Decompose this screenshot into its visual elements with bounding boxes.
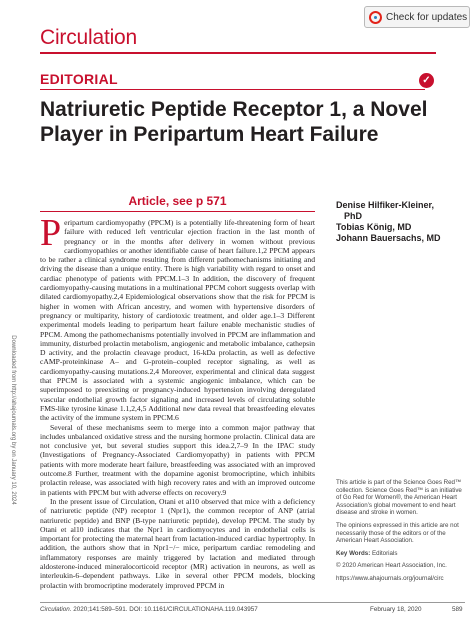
header-divider	[40, 52, 436, 54]
check-for-updates-button[interactable]	[364, 6, 470, 28]
check-for-updates-label: Check for updates	[386, 11, 468, 23]
footer-citation	[40, 606, 258, 613]
keywords	[336, 550, 466, 558]
section-label: EDITORIAL	[40, 71, 118, 87]
journal-name: Circulation	[40, 26, 138, 49]
keywords-label: Key Words:	[336, 549, 371, 557]
author-list	[336, 200, 466, 244]
drop-cap: P	[40, 212, 62, 254]
disclaimer-note: The opinions expressed in this article are not necessarily those of the editors or of the American Heart Association.	[336, 521, 459, 545]
author-name[interactable]: Denise Hilfiker-Kleiner,	[336, 200, 435, 210]
open-access-icon: ✓	[419, 73, 434, 88]
article-title: Natriuretic Peptide Receptor 1, a Novel Player in Peripartum Heart Failure	[40, 98, 428, 146]
body-paragraph-text: eripartum cardiomyopathy (PPCM) is a potentially life-threatening form of heart failure with reduced left ventricular ejection fraction in the last month of pregnancy or in the months after delivery in women without previous cardiomyopathies or another identifiable cause of heart failure.1,2 PPCM appears to be rather a clinical syndrome resulting from different pathomechanisms initiating and driving the disease than a unique entity. There is high variability with regard to onset and cardiac phenotype of patients with PPCM.1–3 In addition, the discovery of frequent cardiomyopathy-causing mutations in a multinational PPCM cohort suggests overlap with dilated cardiomyopathy.2,4 Epidemiological observations show that the risk for PPCM is higher in women with African ancestry, and women with hypertensive disorders of pregnancy or multiparity, history of cardiotoxic treatment, and older age.1–3 Different experimental models leading to peripartum heart failure enable mechanistic studies of PPCM. Among the pathomechanisms potentially involved in PPCM are inflammation and immunity, disturbed prolactin metabolism, angiogenic and metabolic imbalance, cathepsin D activity, and the prolactin cleavage product, 16-kDa prolactin, as well as defective cAMP-proteinkinase A– and G-protein–coupled receptor signaling, as well as cardiomyopathy-causing mutations.2,4 Moreover, experimental and clinical data suggest that PPCM is associated with a systemic angiogenic imbalance, which can be superimposed to preexisting or pregnancy-induced hypertension involving deregulated vascular endothelial growth factor signaling and increased levels of circulating soluble FMS-like tyrosine kinase 1.1,2,4,5 Additional new data reveal that breastfeeding elevates the activity of the immune system in PPCM.6	[40, 218, 315, 423]
body-paragraph: In the present issue of Circulation, Otani et al10 observed that mice with a deficiency of natriuretic peptide (NP) receptor 1 (Npr1), the common receptor of ANP (atrial natriuretic peptide) and BNP (B-type natriuretic peptide), develop PPCM. The study by Otani et al10 indicates that the Npr1 in cardiomyocytes and in endothelial cells is important for protecting the maternal heart from lactation-induced cardiac hypertrophy. In addition, the authors show that in Npr1−/− mice, peripartum cardiac remodeling and inflammatory responses are mainly triggered by lactation and mediated through aldosterone-induced mineralocorticoid receptor (MR) activation in neurons, as well as interleukin-6–dependent pathways. Like in several other PPCM models, blocking prolactin with bromocriptine moderately improved PPCM in	[40, 496, 315, 590]
footer-divider	[40, 602, 465, 603]
body-paragraph	[40, 212, 315, 423]
side-note	[336, 479, 466, 588]
author-name[interactable]: Johann Bauersachs, MD	[336, 233, 441, 243]
footer-date: February 18, 2020	[370, 606, 422, 613]
copyright: © 2020 American Heart Association, Inc.	[336, 562, 447, 570]
body-paragraph: Several of these mechanisms seem to merge into a common major pathway that includes unbalanced oxidative stress and the nursing hormone prolactin. Clinical data are not conclusive yet, but several studies support this idea.2,7–9 In the IPAC study (Investigations of Pregnancy-Associated Cardiomyopathy) in patients with PPCM patients with more moderate heart failure, breastfeeding was associated with an improved outcome.8 Further, treatment with the dopamine agonist bromocriptine, which inhibits prolactin release, was associated with high recovery rates and with an improved outcome in patients with PPCM but with adverse effects on recovery.9	[40, 422, 315, 497]
author-degree: PhD	[344, 211, 362, 221]
see-page-divider	[40, 211, 315, 212]
section-divider	[40, 89, 425, 90]
footer-journal: Circulation	[40, 606, 70, 613]
crossmark-icon	[369, 11, 382, 24]
article-body	[40, 212, 315, 590]
journal-url[interactable]: https://www.ahajournals.org/journal/circ	[336, 574, 444, 582]
footer-citation-rest[interactable]: . 2020;141:589–591. DOI: 10.1161/CIRCULATIONAHA.119.043957	[69, 606, 258, 613]
page-number: 589	[452, 606, 463, 613]
see-page-link[interactable]: Article, see p 571	[128, 194, 227, 208]
author-name[interactable]: Tobias König, MD	[336, 222, 412, 232]
download-watermark	[8, 290, 18, 550]
download-watermark-text: Downloaded from http://ahajournals.org by on January 10, 2024	[10, 335, 16, 505]
collection-note: This article is part of the Science Goes Red™ collection. Science Goes Red™ is an initiative of Go Red for Women®, the American Heart Association’s global movement to end heart disease and stroke in women.	[336, 479, 462, 517]
keywords-value[interactable]: Editorials	[372, 549, 398, 557]
